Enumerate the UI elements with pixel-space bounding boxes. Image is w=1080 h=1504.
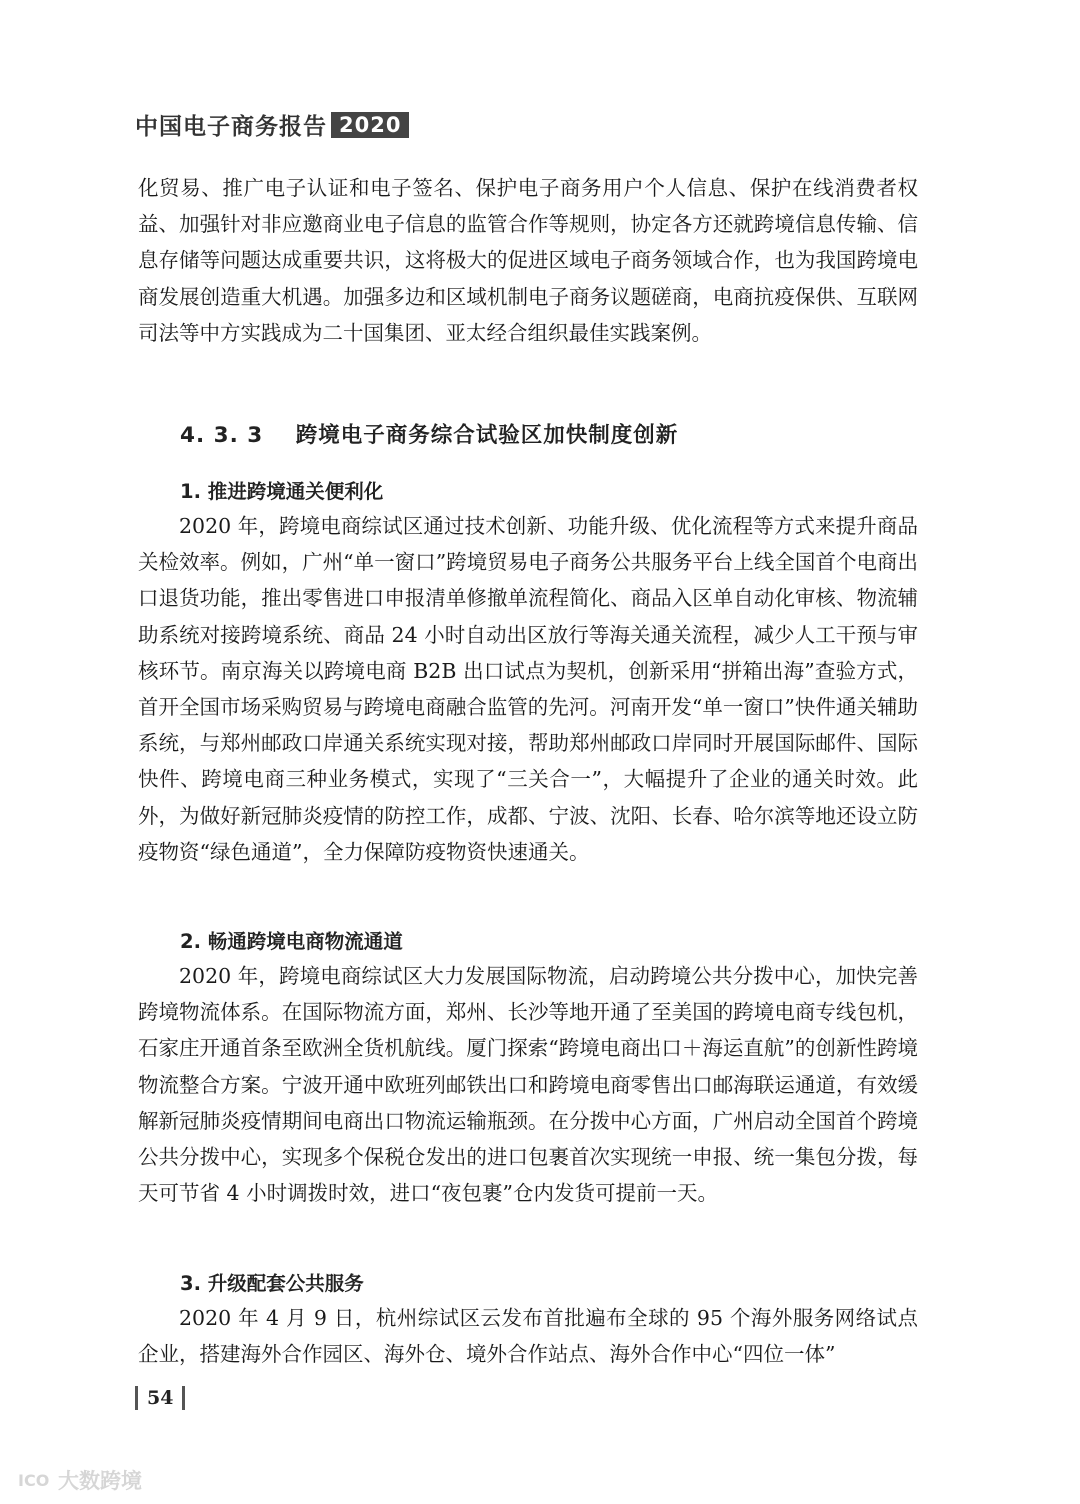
subsection-title-1: 1. 推进跨境通关便利化 bbox=[180, 480, 384, 503]
section-number: 4. 3. 3 bbox=[180, 423, 264, 448]
page-number: 54 bbox=[147, 1387, 174, 1409]
subsection-title-3: 3. 升级配套公共服务 bbox=[180, 1272, 364, 1295]
subsection-title-2: 2. 畅通跨境电商物流通道 bbox=[180, 930, 403, 953]
footer-bar-right bbox=[182, 1386, 185, 1410]
header-title: 中国电子商务报告 bbox=[135, 114, 327, 140]
watermark-logo-icon bbox=[18, 1468, 52, 1492]
header-year-badge: 2020 bbox=[331, 112, 409, 138]
running-header bbox=[135, 108, 409, 141]
watermark-text: 大数跨境 bbox=[58, 1469, 142, 1493]
subsection-paragraph-3: 2020 年 4 月 9 日，杭州综试区云发布首批遍布全球的 95 个海外服务网络试点企业，搭建海外合作园区、海外仓、境外合作站点、海外合作中心“四位一体” bbox=[138, 1306, 918, 1367]
intro-paragraph: 化贸易、推广电子认证和电子签名、保护电子商务用户个人信息、保护在线消费者权益、加强针对非应邀商业电子信息的监管合作等规则，协定各方还就跨境信息传输、信息存储等问题达成重要共识，这将极大的促进区域电子商务领域合作，也为我国跨境电商发展创造重大机遇。加强多边和区域机制电子商务议题磋商，电商抗疫保供、互联网司法等中方实践成为二十国集团、亚太经合组织最佳实践案例。 bbox=[138, 176, 918, 345]
subsection-paragraph-1: 2020 年，跨境电商综试区通过技术创新、功能升级、优化流程等方式来提升商品关检效率。例如，广州“单一窗口”跨境贸易电子商务公共服务平台上线全国首个电商出口退货功能，推出零售进口申报清单修撤单流程简化、商品入区单自动化审核、物流辅助系统对接跨境系统、商品 24 小时自动出区放行等海关通关流程，减少人工干预与审核环节。南京海关以跨境电商 B2B 出口试点为契机，创新采用“拼箱出海”查验方式，首开全国市场采购贸易与跨境电商融合监管的先河。河南开发“单一窗口”快件通关辅助系统，与郑州邮政口岸通关系统实现对接，帮助郑州邮政口岸同时开展国际邮件、国际快件、跨境电商三种业务模式，实现了“三关合一”，大幅提升了企业的通关时效。此外，为做好新冠肺炎疫情的防控工作，成都、宁波、沈阳、长春、哈尔滨等地还设立防疫物资“绿色通道”，全力保障防疫物资快速通关。 bbox=[138, 514, 918, 864]
watermark bbox=[18, 1465, 142, 1495]
page-footer bbox=[135, 1386, 194, 1410]
section-title: 跨境电子商务综合试验区加快制度创新 bbox=[295, 423, 679, 448]
footer-bar-left bbox=[135, 1386, 138, 1410]
section-heading bbox=[180, 418, 678, 449]
svg-text:ICO: ICO bbox=[18, 1471, 50, 1490]
subsection-paragraph-2: 2020 年，跨境电商综试区大力发展国际物流，启动跨境公共分拨中心，加快完善跨境物流体系。在国际物流方面，郑州、长沙等地开通了至美国的跨境电商专线包机，石家庄开通首条至欧洲全货机航线。厦门探索“跨境电商出口＋海运直航”的创新性跨境物流整合方案。宁波开通中欧班列邮铁出口和跨境电商零售出口邮海联运通道，有效缓解新冠肺炎疫情期间电商出口物流运输瓶颈。在分拨中心方面，广州启动全国首个跨境公共分拨中心，实现多个保税仓发出的进口包裹首次实现统一申报、统一集包分拨，每天可节省 4 小时调拨时效，进口“夜包裹”仓内发货可提前一天。 bbox=[138, 964, 918, 1206]
